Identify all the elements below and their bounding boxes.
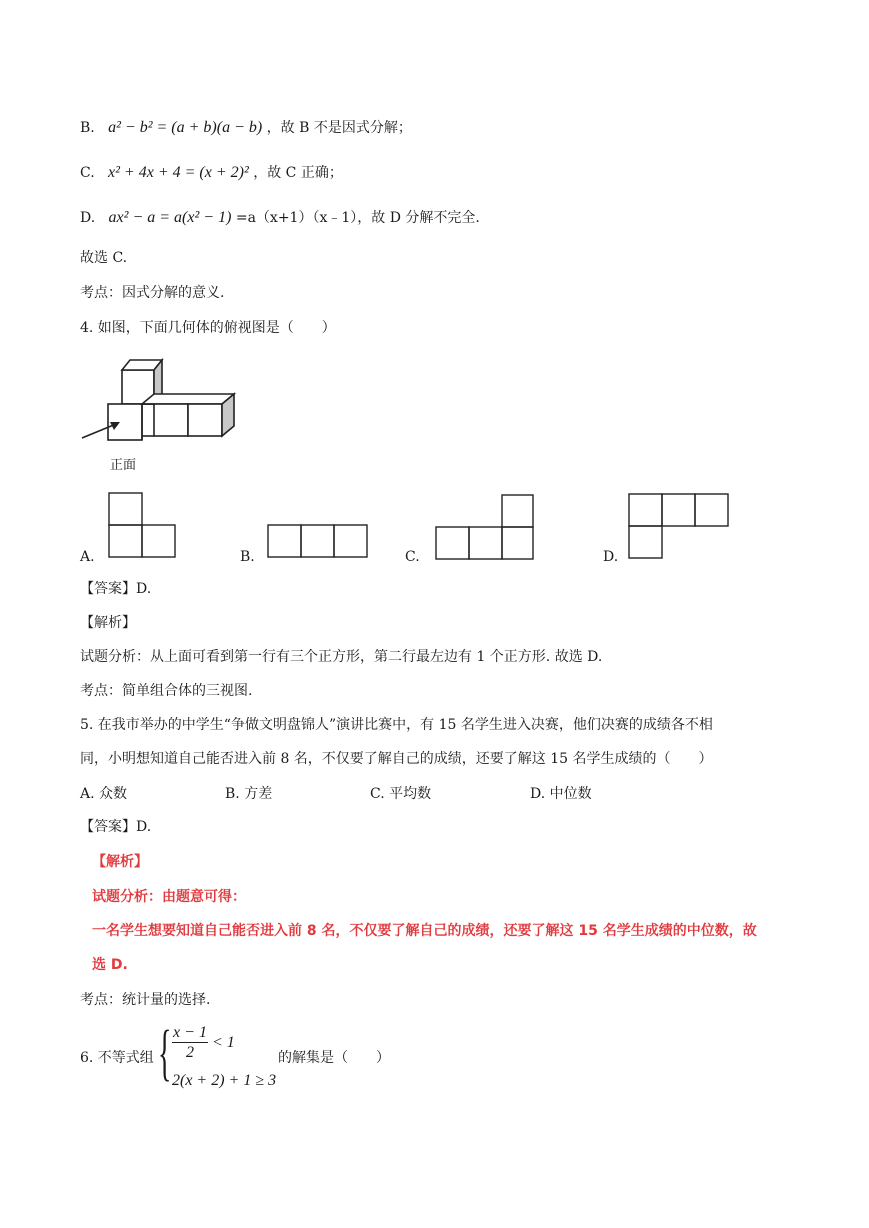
q4-option-c-figure	[435, 494, 545, 564]
option-d-prefix: D.	[80, 210, 96, 226]
q5-answer: 【答案】D.	[80, 819, 152, 835]
q6-ineq1-relation: < 1	[212, 1034, 235, 1051]
option-b-line	[80, 118, 412, 138]
q4-option-a-figure	[108, 492, 188, 562]
q6-stem-prefix: 6. 不等式组	[80, 1050, 154, 1066]
q4-option-a-label: A.	[80, 549, 95, 565]
q5-stem-2: 同，小明想知道自己能否进入前 8 名，不仅要了解自己的成绩，还要了解这 15 名学生成绩的（ ）	[80, 751, 713, 767]
q5-analysis-1: 试题分析：由题意可得：	[92, 889, 246, 905]
q5-analysis-title: 【解析】	[92, 854, 148, 870]
option-c-prefix: C.	[80, 165, 95, 181]
option-c-formula: x² + 4x + 4 = (x + 2)²	[108, 164, 249, 181]
option-d-formula: ax² − a = a(x² − 1)	[108, 209, 232, 226]
q5-option-d: D. 中位数	[530, 786, 592, 802]
option-b-formula: a² − b² = (a + b)(a − b)	[108, 119, 263, 136]
q5-kaodian: 考点：统计量的选择.	[80, 992, 211, 1008]
q4-solid-figure	[78, 350, 278, 480]
q4-option-b-figure	[267, 524, 377, 564]
option-d-line	[80, 208, 480, 228]
q5-analysis-3: 选 D.	[92, 957, 128, 973]
q6-ineq2: 2(x + 2) + 1 ≥ 3	[172, 1072, 277, 1089]
kaodian-q3: 考点：因式分解的意义.	[80, 285, 225, 301]
q6-stem-suffix: 的解集是（ ）	[278, 1050, 390, 1066]
q5-stem-1: 5. 在我市举办的中学生“争做文明盘锦人”演讲比赛中，有 15 名学生进入决赛，他们决赛的成绩各不相	[80, 717, 713, 733]
q6-ineq1-denominator: 2	[186, 1044, 194, 1061]
choose-c: 故选 C.	[80, 250, 128, 266]
q5-option-a: A. 众数	[80, 786, 128, 802]
option-b-prefix: B.	[80, 120, 95, 136]
option-c-suffix: ，故 C 正确；	[253, 165, 343, 181]
front-label: 正面	[110, 458, 137, 473]
q4-stem: 4. 如图，下面几何体的俯视图是（ ）	[80, 320, 336, 336]
q4-answer: 【答案】D.	[80, 581, 152, 597]
q5-option-c: C. 平均数	[370, 786, 432, 802]
option-b-suffix: ，故 B 不是因式分解；	[266, 120, 412, 136]
q5-option-b: B. 方差	[225, 786, 273, 802]
option-d-suffix: =a（x+1）（x﹣1），故 D 分解不完全.	[235, 210, 480, 226]
q6-ineq1-numerator: x − 1	[173, 1024, 207, 1041]
q6-brace: {	[158, 1019, 172, 1087]
q4-option-d-figure	[628, 493, 738, 563]
q5-analysis-2: 一名学生想要知道自己能否进入前 8 名，不仅要了解自己的成绩，还要了解这 15 名学生成绩的中位数，故	[92, 923, 757, 939]
q4-kaodian: 考点：简单组合体的三视图.	[80, 683, 253, 699]
q4-analysis: 试题分析：从上面可看到第一行有三个正方形，第二行最左边有 1 个正方形. 故选 D.	[80, 649, 603, 665]
q4-option-c-label: C.	[405, 549, 420, 565]
option-c-line	[80, 163, 343, 183]
q4-option-b-label: B.	[240, 549, 255, 565]
q4-analysis-title: 【解析】	[80, 615, 136, 631]
q4-option-d-label: D.	[603, 549, 619, 565]
